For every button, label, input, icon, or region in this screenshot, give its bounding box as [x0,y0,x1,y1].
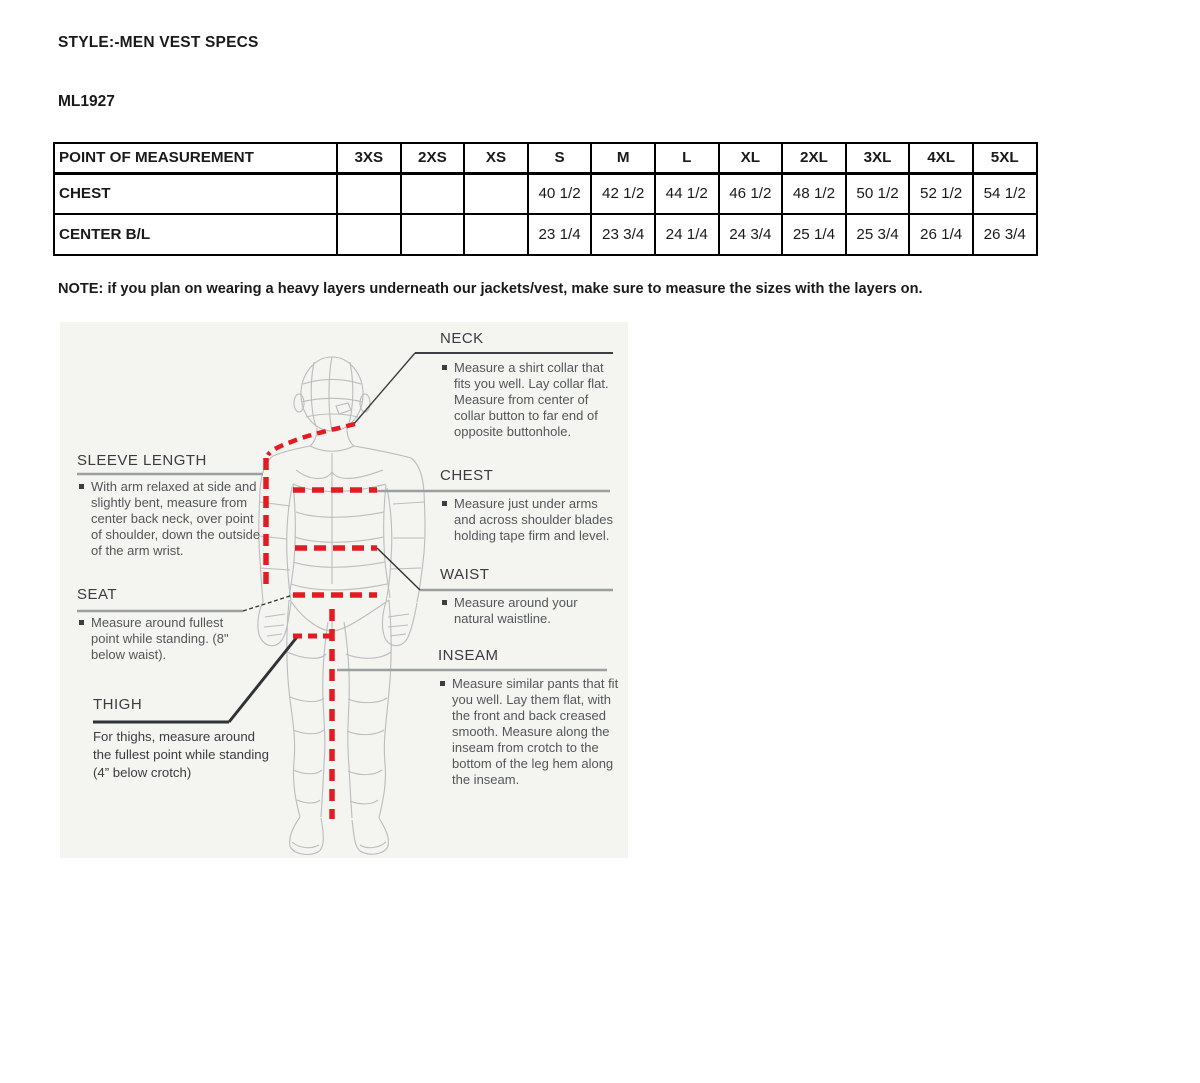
table-cell: 26 1/4 [909,214,973,255]
column-header: 3XS [337,143,401,173]
column-header: XS [464,143,528,173]
bullet-icon [79,620,84,625]
table-cell: 46 1/2 [719,173,783,214]
table-cell [401,173,465,214]
section-waist [440,566,600,627]
row-label: CHEST [54,173,337,214]
measurement-diagram [60,322,628,858]
bullet-icon [442,600,447,605]
table-cell: 25 1/4 [782,214,846,255]
section-chest-title: CHEST [440,467,494,484]
table-cell: 48 1/2 [782,173,846,214]
column-header: 2XL [782,143,846,173]
table-cell: 52 1/2 [909,173,973,214]
section-inseam-text: Measure similar pants that fit you well. Lay them flat, with the front and back creased smooth. Measure along the inseam from crotch to the bottom of the leg hem along the inseam. [452,676,619,787]
column-header: XL [719,143,783,173]
table-cell [464,214,528,255]
section-inseam [438,647,620,788]
table-cell [401,214,465,255]
column-header: L [655,143,719,173]
section-seat-text: Measure around fullest point while standing. (8" below waist). [91,615,229,662]
column-header: 2XS [401,143,465,173]
table-cell: 40 1/2 [528,173,592,214]
section-chest-text: Measure just under arms and across shoulder blades holding tape firm and level. [454,496,613,543]
style-code: ML1927 [58,93,115,110]
section-thigh-title: THIGH [93,696,143,713]
column-header: M [591,143,655,173]
table-cell [337,214,401,255]
table-cell [464,173,528,214]
column-header: 5XL [973,143,1037,173]
bullet-icon [440,681,445,686]
section-waist-title: WAIST [440,566,490,583]
table-cell: 26 3/4 [973,214,1037,255]
column-header: POINT OF MEASUREMENT [54,143,337,173]
section-sleeve-length-title: SLEEVE LENGTH [77,452,207,469]
table-cell: 50 1/2 [846,173,910,214]
section-inseam-title: INSEAM [438,647,499,664]
section-seat-title: SEAT [77,586,118,603]
bullet-icon [79,484,84,489]
section-neck-text: Measure a shirt collar that fits you well. Lay collar flat. Measure from center of collar button to far end of opposite buttonhole. [454,360,609,439]
table-cell: 23 1/4 [528,214,592,255]
section-sleeve-length-text: With arm relaxed at side and slightly bent, measure from center back neck, over point of shoulder, down the outside of the arm wrist. [91,479,261,558]
section-waist-text: Measure around your natural waistline. [454,595,578,626]
table-cell: 44 1/2 [655,173,719,214]
note-text: NOTE: if you plan on wearing a heavy layers underneath our jackets/vest, make sure to measure the sizes with the layers on. [58,281,923,297]
section-neck [440,330,618,440]
size-spec-table [53,142,1038,256]
section-neck-title: NECK [440,330,484,347]
table-row [54,214,1037,255]
table-cell: 54 1/2 [973,173,1037,214]
table-cell: 24 1/4 [655,214,719,255]
measurement-lines [266,424,377,819]
section-thigh [93,696,269,782]
table-header-row [54,143,1037,173]
column-header: 3XL [846,143,910,173]
table-cell: 24 3/4 [719,214,783,255]
column-header: 4XL [909,143,973,173]
table-cell: 25 3/4 [846,214,910,255]
section-seat [77,586,232,663]
column-header: S [528,143,592,173]
table-cell: 23 3/4 [591,214,655,255]
table-cell: 42 1/2 [591,173,655,214]
row-label: CENTER B/L [54,214,337,255]
section-chest [440,467,618,544]
bullet-icon [442,501,447,506]
page-title: STYLE:-MEN VEST SPECS [58,34,259,51]
table-row [54,173,1037,214]
table-cell [337,173,401,214]
section-sleeve-length [77,452,263,559]
section-thigh-text: For thighs, measure around the fullest point while standing (4” below crotch) [93,729,269,780]
bullet-icon [442,365,447,370]
